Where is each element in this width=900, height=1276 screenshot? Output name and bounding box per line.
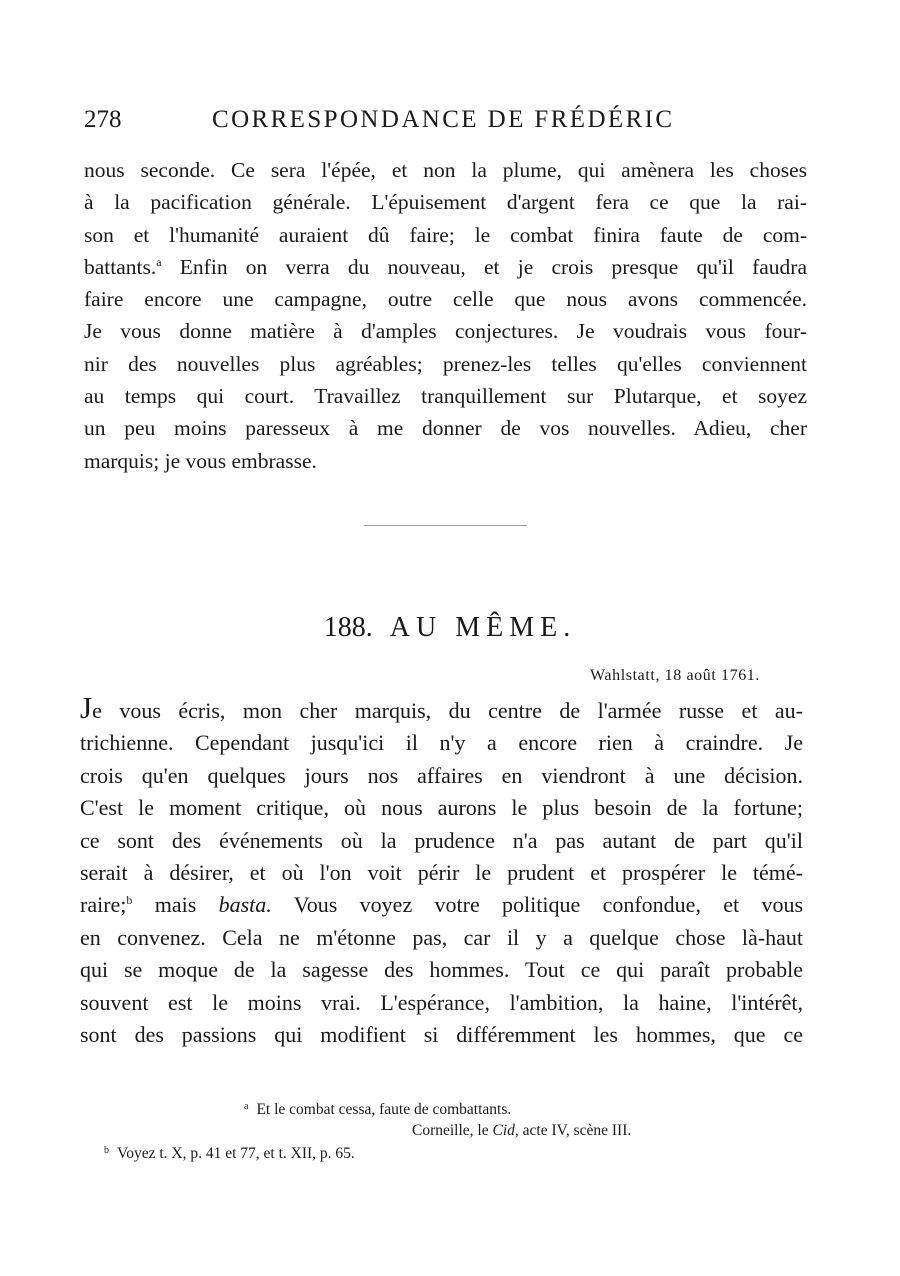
footnote-b-text: Voyez t. X, p. 41 et 77, et t. XII, p. 65. (117, 1145, 355, 1162)
section-divider (364, 525, 527, 526)
text-line: en convenez. Cela ne m'étonne pas, car il y a quelque chose là-haut (80, 924, 803, 950)
footnote-a (244, 1097, 511, 1120)
text-line: C'est le moment critique, où nous aurons le plus besoin de la fortune; (80, 795, 803, 821)
text-line: à la pacification générale. L'épuisement d'argent fera ce que la rai- (84, 190, 807, 215)
line-start: battants. (84, 254, 157, 279)
text-line: nir des nouvelles plus agréables; prenez-les telles qu'elles conviennent (84, 351, 807, 376)
text-line: trichienne. Cependant jusqu'ici il n'y a encore rien à craindre. Je (80, 730, 803, 756)
text-line (84, 251, 807, 283)
text-line: un peu moins paresseux à me donner de vos nouvelles. Adieu, cher (84, 416, 807, 441)
running-title: CORRESPONDANCE DE FRÉDÉRIC (212, 106, 675, 133)
text-line: qui se moque de la sagesse des hommes. Tout ce qui paraît probable (80, 957, 803, 983)
footnote-a-marker: a (244, 1101, 249, 1112)
text-line: serait à désirer, et où l'on voit périr le prudent et prospérer le témé- (80, 859, 803, 885)
source-work: Cid (492, 1122, 515, 1139)
text-line: sont des passions qui modifient si différemment les hommes, que ce (80, 1021, 803, 1047)
letter-heading (0, 612, 900, 644)
text-line: Je vous donne matière à d'amples conjectures. Je voudrais vous four- (84, 319, 807, 344)
footnote-b-marker: b (104, 1145, 109, 1156)
text-line: son et l'humanité auraient dû faire; le combat finira faute de com- (84, 222, 807, 247)
drop-cap: J (80, 690, 93, 725)
letter-text (80, 690, 804, 1051)
dateline: Wahlstatt, 18 août 1761. (590, 667, 760, 684)
line-rest: e vous écris, mon cher marquis, du centre de l'armée russe et au- (92, 698, 803, 723)
line-word: mais (154, 892, 197, 918)
page-number: 278 (84, 106, 122, 133)
footnote-a-source (412, 1121, 631, 1141)
text-line: souvent est le moins vrai. L'espérance, l'ambition, la haine, l'intérêt, (80, 989, 803, 1015)
footnote-a-text: Et le combat cessa, faute de combattants. (256, 1101, 512, 1118)
text-line: nous seconde. Ce sera l'épée, et non la plume, qui amènera les choses (84, 158, 807, 182)
line-rest: Vous voyez votre politique confondue, et vous (293, 892, 804, 918)
italic-word: basta. (218, 892, 272, 918)
source-prefix: Corneille, le (412, 1122, 489, 1139)
letter-title: AU MÊME. (389, 612, 577, 643)
text-line: faire encore une campagne, outre celle que nous avons commencée. (84, 287, 807, 312)
source-suffix: , acte IV, scène III. (514, 1122, 632, 1139)
text-line (80, 889, 803, 921)
line-start: raire; (80, 892, 127, 918)
footnote-marker-a: a (156, 254, 162, 269)
line-rest: Enfin on verra du nouveau, et je crois presque qu'il faudra (179, 254, 807, 279)
running-head (84, 106, 804, 140)
text-line: au temps qui court. Travaillez tranquillement sur Plutarque, et soyez (84, 384, 807, 409)
text-line (80, 690, 803, 727)
text-line: marquis; je vous embrasse. (84, 448, 317, 473)
text-line: ce sont des événements où la prudence n'a pas autant de part qu'il (80, 827, 803, 853)
footnote-marker-b: b (126, 893, 133, 908)
letter-number: 188. (323, 612, 373, 643)
continued-letter-text (84, 154, 807, 477)
text-line: crois qu'en quelques jours nos affaires en viendront à une décision. (80, 762, 803, 788)
footnote-b (104, 1141, 355, 1164)
